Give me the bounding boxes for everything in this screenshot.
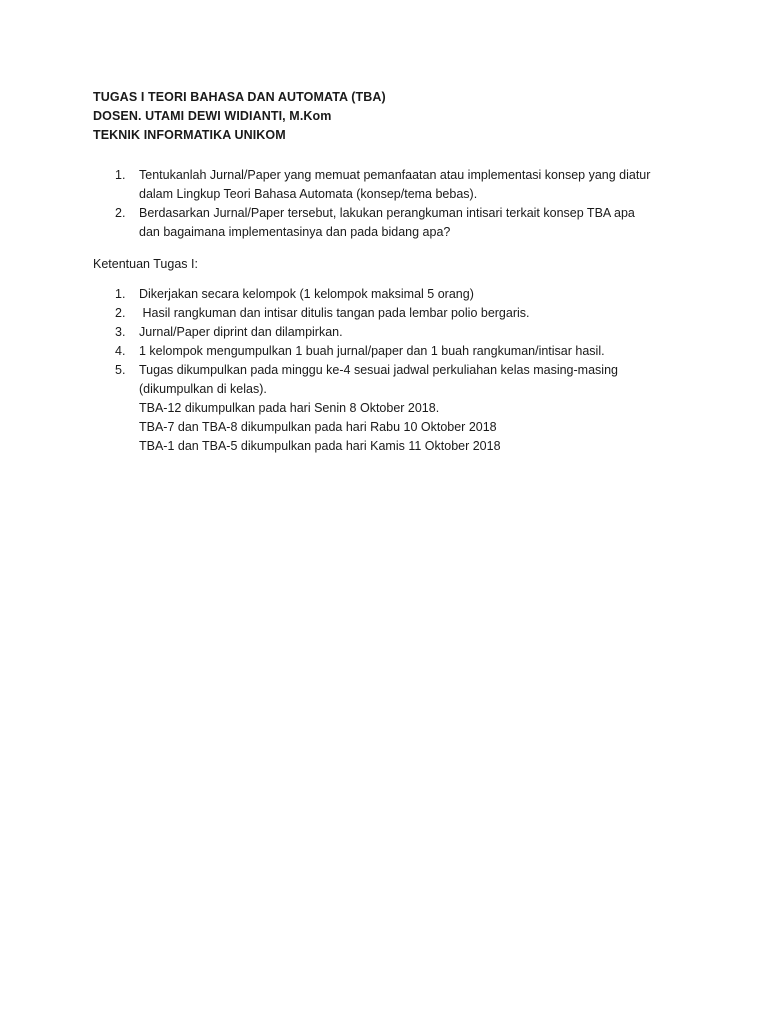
task-text-line: dan bagaimana implementasinya dan pada bidang apa?	[139, 225, 451, 239]
rule-text-line: Tugas dikumpulkan pada minggu ke-4 sesuai jadwal perkuliahan kelas masing-masing	[139, 363, 618, 377]
rule-number: 2.	[115, 306, 126, 320]
document-header	[93, 88, 386, 145]
rule-text	[139, 323, 713, 342]
rule-item	[93, 361, 713, 456]
rule-text	[139, 361, 713, 456]
rule-text-line: Hasil rangkuman dan intisar ditulis tangan pada lembar polio bergaris.	[139, 306, 530, 320]
rule-number: 1.	[115, 287, 126, 301]
lecturer-name: DOSEN. UTAMI DEWI WIDIANTI, M.Kom	[93, 109, 332, 123]
task-item	[93, 166, 713, 204]
task-text-line: Tentukanlah Jurnal/Paper yang memuat pemanfaatan atau implementasi konsep yang diatur	[139, 168, 651, 182]
rule-number: 4.	[115, 344, 126, 358]
task-item	[93, 204, 713, 242]
rule-item	[93, 342, 713, 361]
rule-text-line: Dikerjakan secara kelompok (1 kelompok maksimal 5 orang)	[139, 287, 474, 301]
rule-item	[93, 285, 713, 304]
task-list	[93, 166, 713, 242]
department-name: TEKNIK INFORMATIKA UNIKOM	[93, 128, 286, 142]
assignment-title: TUGAS I TEORI BAHASA DAN AUTOMATA (TBA)	[93, 90, 386, 104]
rules-list	[93, 285, 713, 456]
task-text	[139, 166, 713, 204]
rule-item	[93, 323, 713, 342]
schedule-line: TBA-7 dan TBA-8 dikumpulkan pada hari Rabu 10 Oktober 2018	[139, 420, 497, 434]
task-text-line: Berdasarkan Jurnal/Paper tersebut, lakukan perangkuman intisari terkait konsep TBA apa	[139, 206, 635, 220]
schedule-line: TBA-12 dikumpulkan pada hari Senin 8 Oktober 2018.	[139, 401, 440, 415]
rule-text-line: 1 kelompok mengumpulkan 1 buah jurnal/paper dan 1 buah rangkuman/intisar hasil.	[139, 344, 605, 358]
rule-number: 3.	[115, 325, 126, 339]
rule-text-line: Jurnal/Paper diprint dan dilampirkan.	[139, 325, 343, 339]
task-text-line: dalam Lingkup Teori Bahasa Automata (konsep/tema bebas).	[139, 187, 478, 201]
task-text	[139, 204, 713, 242]
rule-number: 5.	[115, 363, 126, 377]
task-number: 2.	[115, 206, 126, 220]
rules-heading: Ketentuan Tugas I:	[93, 257, 198, 271]
rule-text-line: (dikumpulkan di kelas).	[139, 382, 267, 396]
rule-text	[139, 342, 713, 361]
rule-text	[139, 285, 713, 304]
rule-text	[139, 304, 713, 323]
rule-item	[93, 304, 713, 323]
task-number: 1.	[115, 168, 126, 182]
schedule-line: TBA-1 dan TBA-5 dikumpulkan pada hari Kamis 11 Oktober 2018	[139, 439, 501, 453]
